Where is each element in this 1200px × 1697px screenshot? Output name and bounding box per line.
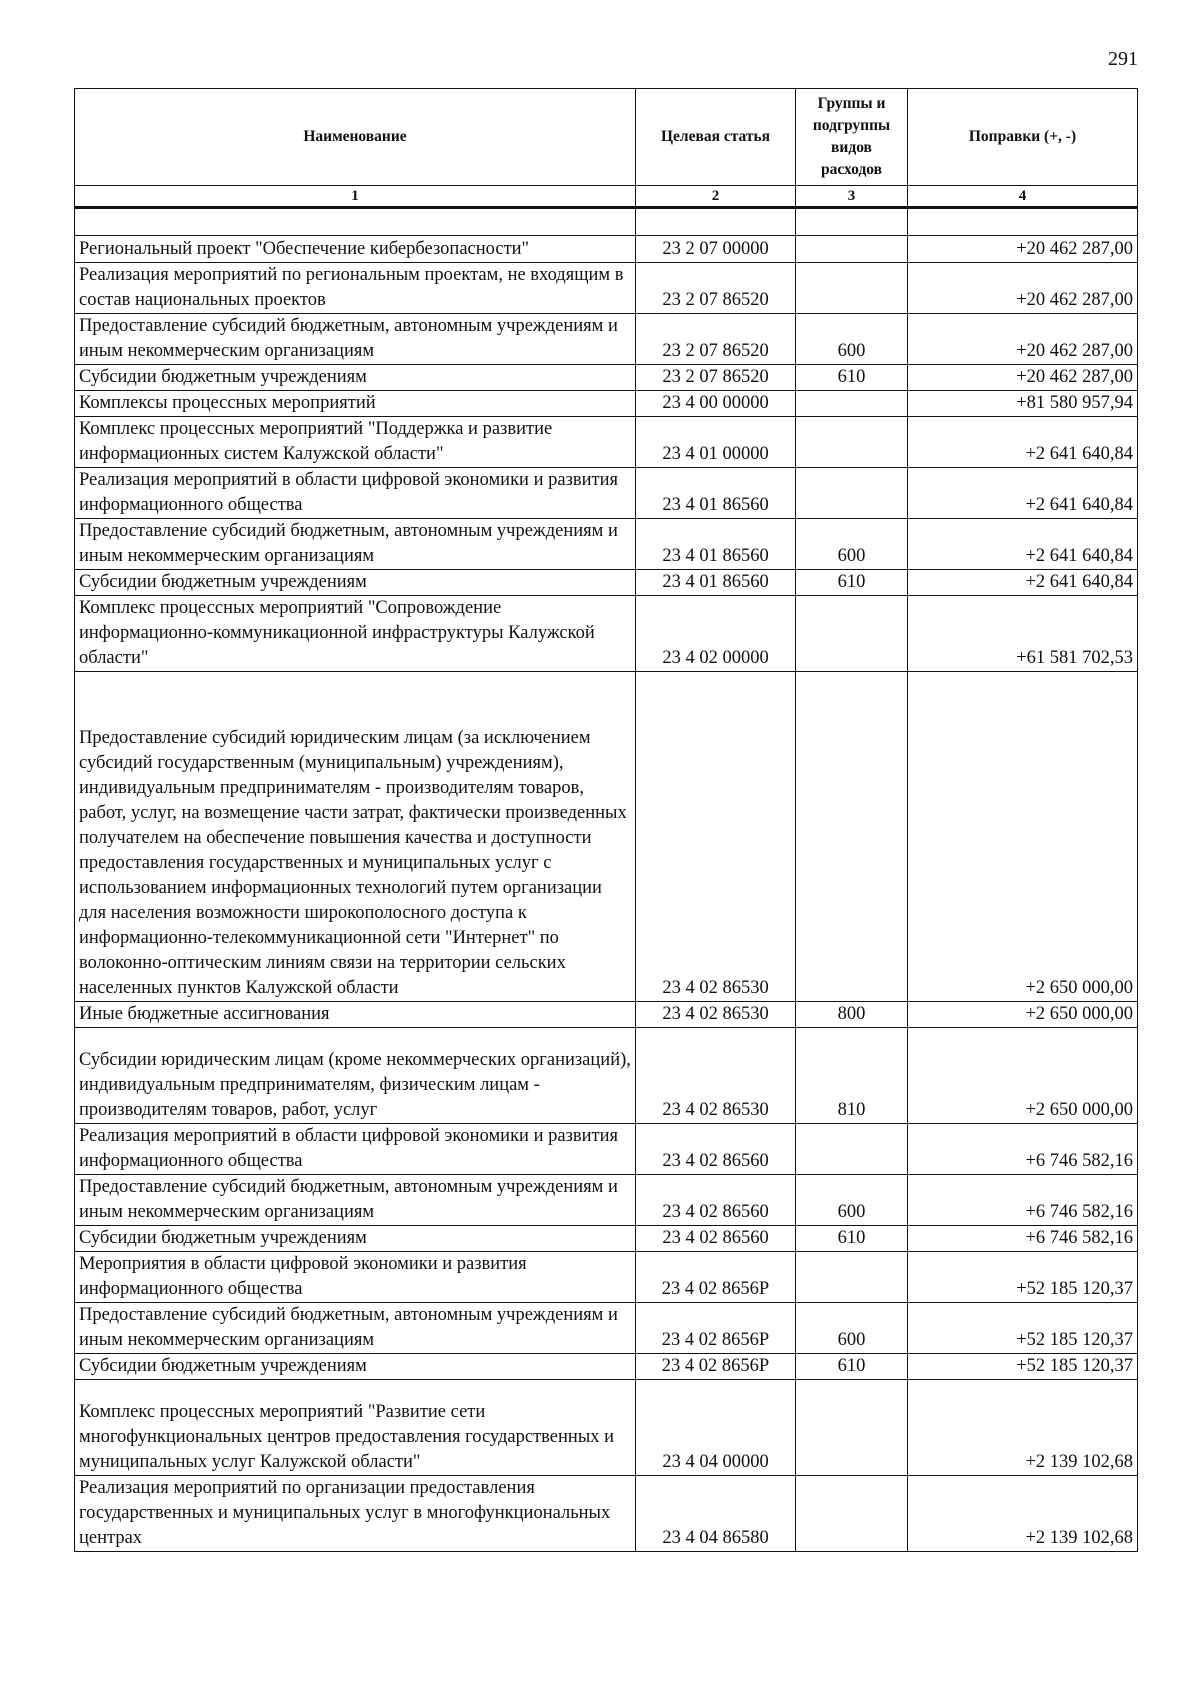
row-group-code [796,1380,908,1476]
row-target-code: 23 4 01 86560 [636,468,796,519]
row-target-code: 23 4 00 00000 [636,391,796,417]
row-group-code: 610 [796,1226,908,1252]
table-row [75,1303,1138,1354]
row-amount: +20 462 287,00 [908,365,1138,391]
row-amount: +2 650 000,00 [908,1028,1138,1124]
row-target-code: 23 4 02 86560 [636,1175,796,1226]
header-row [75,89,1138,186]
table-row [75,1476,1138,1552]
header-amount: Поправки (+, -) [908,89,1138,186]
row-target-code: 23 2 07 86520 [636,314,796,365]
row-group-code: 600 [796,1303,908,1354]
row-target-code: 23 4 02 86560 [636,1124,796,1175]
budget-table [74,88,1138,1552]
row-group-code: 800 [796,1002,908,1028]
table-row [75,365,1138,391]
row-amount: +20 462 287,00 [908,314,1138,365]
row-name: Комплекс процессных мероприятий "Сопровождение информационно-коммуникационной инфраструктуры Калужской области" [75,596,636,672]
row-name: Реализация мероприятий по организации предоставления государственных и муниципальных услуг в многофункциональных центрах [75,1476,636,1552]
row-name: Субсидии бюджетным учреждениям [75,1226,636,1252]
row-group-code [796,263,908,314]
table-row [75,1380,1138,1476]
row-group-code: 810 [796,1028,908,1124]
spacer-row [75,208,1138,236]
row-group-code [796,672,908,1002]
row-amount: +2 641 640,84 [908,417,1138,468]
row-target-code: 23 4 04 00000 [636,1380,796,1476]
row-target-code: 23 2 07 86520 [636,365,796,391]
table-row [75,391,1138,417]
row-group-code [796,1476,908,1552]
row-group-code: 600 [796,519,908,570]
row-group-code [796,468,908,519]
row-group-code [796,236,908,263]
row-group-code: 610 [796,570,908,596]
row-target-code: 23 4 02 00000 [636,596,796,672]
row-name: Субсидии юридическим лицам (кроме некоммерческих организаций), индивидуальным предпринимателям, физическим лицам - производителям товаров, работ, услуг [75,1028,636,1124]
table-row [75,1028,1138,1124]
table-row [75,1175,1138,1226]
table-body [75,208,1138,1552]
row-group-code [796,417,908,468]
row-name: Реализация мероприятий по региональным проектам, не входящим в состав национальных проектов [75,263,636,314]
row-group-code: 610 [796,1354,908,1380]
row-amount: +20 462 287,00 [908,263,1138,314]
row-amount: +2 139 102,68 [908,1380,1138,1476]
row-name: Предоставление субсидий бюджетным, автономным учреждениям и иным некоммерческим организациям [75,1303,636,1354]
row-target-code: 23 4 02 86530 [636,1028,796,1124]
table-row [75,1226,1138,1252]
row-name: Комплекс процессных мероприятий "Поддержка и развитие информационных систем Калужской области" [75,417,636,468]
column-number-row [75,186,1138,208]
row-amount: +2 641 640,84 [908,468,1138,519]
row-target-code: 23 4 02 8656Р [636,1252,796,1303]
row-group-code: 610 [796,365,908,391]
row-name: Реализация мероприятий в области цифровой экономики и развития информационного общества [75,1124,636,1175]
row-amount: +6 746 582,16 [908,1175,1138,1226]
table-row [75,1124,1138,1175]
row-amount: +6 746 582,16 [908,1124,1138,1175]
row-target-code: 23 4 04 86580 [636,1476,796,1552]
table-row [75,1252,1138,1303]
row-name: Реализация мероприятий в области цифровой экономики и развития информационного общества [75,468,636,519]
row-target-code: 23 4 02 86560 [636,1226,796,1252]
table-row [75,236,1138,263]
row-amount: +20 462 287,00 [908,236,1138,263]
column-number: 3 [796,186,908,208]
page-number: 291 [1108,48,1138,70]
row-name: Мероприятия в области цифровой экономики и развития информационного общества [75,1252,636,1303]
row-target-code: 23 4 02 86530 [636,1002,796,1028]
header-group: Группы и подгруппы видов расходов [796,89,908,186]
row-target-code: 23 4 02 86530 [636,672,796,1002]
row-target-code: 23 4 01 86560 [636,570,796,596]
row-amount: +6 746 582,16 [908,1226,1138,1252]
table-row [75,596,1138,672]
row-amount: +2 650 000,00 [908,672,1138,1002]
row-group-code [796,1124,908,1175]
table-row [75,1002,1138,1028]
row-group-code [796,391,908,417]
row-name: Комплекс процессных мероприятий "Развитие сети многофункциональных центров предоставления государственных и муниципальных услуг Калужской области" [75,1380,636,1476]
row-amount: +52 185 120,37 [908,1303,1138,1354]
row-target-code: 23 4 02 8656Р [636,1354,796,1380]
row-amount: +2 139 102,68 [908,1476,1138,1552]
table-row [75,1354,1138,1380]
row-amount: +2 641 640,84 [908,519,1138,570]
row-amount: +52 185 120,37 [908,1252,1138,1303]
table-row [75,263,1138,314]
row-amount: +2 650 000,00 [908,1002,1138,1028]
table-row [75,672,1138,1002]
row-name: Предоставление субсидий бюджетным, автономным учреждениям и иным некоммерческим организациям [75,1175,636,1226]
row-amount: +81 580 957,94 [908,391,1138,417]
row-name: Иные бюджетные ассигнования [75,1002,636,1028]
row-name: Субсидии бюджетным учреждениям [75,570,636,596]
table-row [75,314,1138,365]
table-row [75,519,1138,570]
row-name: Субсидии бюджетным учреждениям [75,1354,636,1380]
row-name: Комплексы процессных мероприятий [75,391,636,417]
row-amount: +61 581 702,53 [908,596,1138,672]
table-row [75,417,1138,468]
row-target-code: 23 2 07 00000 [636,236,796,263]
row-group-code [796,1252,908,1303]
column-number: 4 [908,186,1138,208]
row-target-code: 23 4 01 00000 [636,417,796,468]
row-name: Субсидии бюджетным учреждениям [75,365,636,391]
row-target-code: 23 2 07 86520 [636,263,796,314]
table-row [75,468,1138,519]
header-target: Целевая статья [636,89,796,186]
row-group-code: 600 [796,314,908,365]
table-row [75,570,1138,596]
row-target-code: 23 4 02 8656Р [636,1303,796,1354]
row-group-code: 600 [796,1175,908,1226]
row-group-code [796,596,908,672]
row-amount: +2 641 640,84 [908,570,1138,596]
column-number: 1 [75,186,636,208]
column-number: 2 [636,186,796,208]
row-amount: +52 185 120,37 [908,1354,1138,1380]
row-target-code: 23 4 01 86560 [636,519,796,570]
row-name: Предоставление субсидий юридическим лицам (за исключением субсидий государственным (муниципальным) учреждениям), индивидуальным предпринимателям - производителям товаров, работ, услуг, на возмещение части затрат, фактически произведенных получателем на обеспечение повышения качества и доступности предоставления государственных и муниципальных услуг с использованием информационных технологий путем организации для населения возможности широкополосного доступа к информационно-телекоммуникационной сети "Интернет" по волоконно-оптическим линиям связи на территории сельских населенных пунктов Калужской области [75,672,636,1002]
header-name: Наименование [75,89,636,186]
row-name: Региональный проект "Обеспечение кибербезопасности" [75,236,636,263]
row-name: Предоставление субсидий бюджетным, автономным учреждениям и иным некоммерческим организациям [75,519,636,570]
row-name: Предоставление субсидий бюджетным, автономным учреждениям и иным некоммерческим организациям [75,314,636,365]
